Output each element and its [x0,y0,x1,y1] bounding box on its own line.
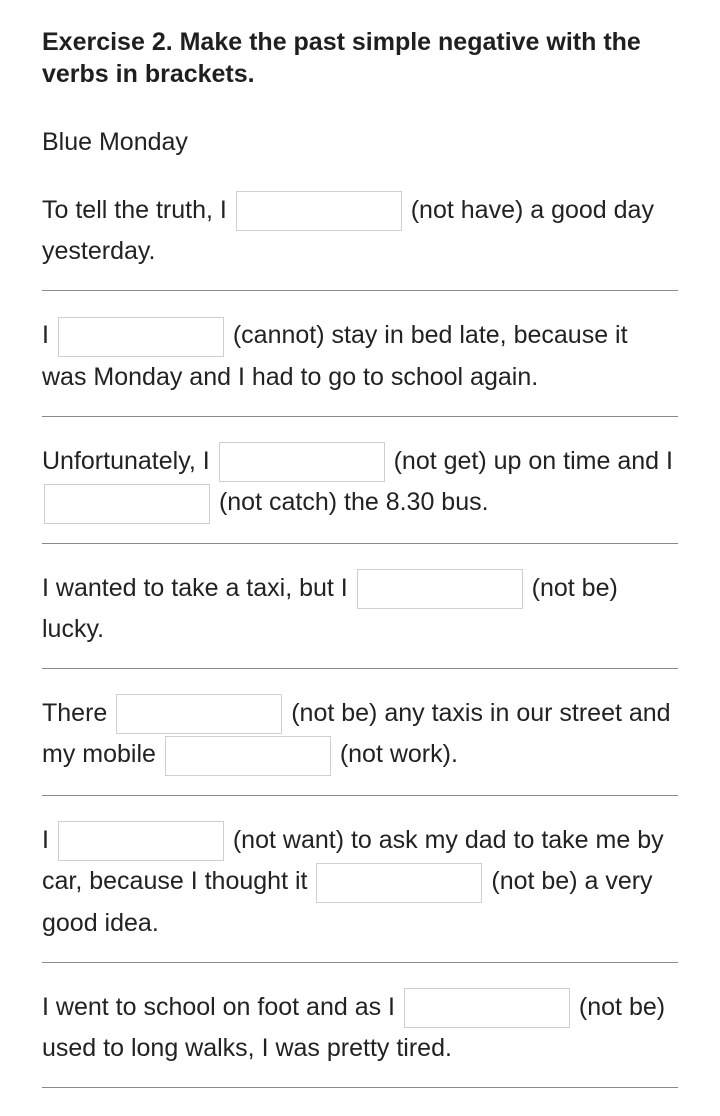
answer-input-6[interactable] [116,694,282,734]
answer-input-9[interactable] [316,863,482,903]
item-text: There [42,698,108,727]
exercise-item-5 [42,693,678,776]
exercise-item-2 [42,315,678,396]
item-text: I [42,825,49,854]
item-text: (not work). [339,740,458,769]
item-text: (not be) lucky. [42,573,618,643]
divider [42,1087,678,1088]
divider [42,290,678,291]
item-text: (not want) to ask my dad to take me by car, because I thought it [42,825,664,896]
answer-input-4[interactable] [44,484,210,524]
answer-input-1[interactable] [236,191,402,231]
exercise-item-4 [42,568,678,649]
item-text: (not catch) the 8.30 bus. [218,488,489,517]
divider [42,795,678,796]
divider [42,416,678,417]
exercise-title: Exercise 2. Make the past simple negative with the verbs in brackets. [42,28,641,88]
item-text: (not be) any taxis in our street and my mobile [42,698,671,769]
item-text: (not get) up on time and I [393,446,673,475]
exercise-item-7 [42,987,678,1068]
item-text: Unfortunately, I [42,446,210,475]
answer-input-3[interactable] [219,442,385,482]
exercise-item-6 [42,820,678,943]
divider [42,668,678,669]
story-title: Blue Monday [42,128,188,156]
item-text: I went to school on foot and as I [42,992,396,1021]
exercise-item-1 [42,190,678,271]
item-text: To tell the truth, I [42,196,227,224]
item-text: (cannot) stay in bed late, because it was Monday and I had to go to school again. [42,321,628,391]
answer-input-5[interactable] [357,569,523,609]
divider [42,962,678,963]
exercise-item-3 [42,441,678,524]
answer-input-8[interactable] [58,821,224,861]
item-text: I wanted to take a taxi, but I [42,573,348,602]
item-text: (not be) used to long walks, I was pretty tired. [42,992,666,1062]
exercise-page [42,26,678,1088]
divider [42,543,678,544]
item-text: (not have) a good day yesterday. [42,196,654,266]
item-text: (not be) a very good idea. [42,867,653,937]
item-text: I [42,321,49,350]
answer-input-10[interactable] [404,988,570,1028]
answer-input-2[interactable] [58,317,224,357]
answer-input-7[interactable] [165,736,331,776]
